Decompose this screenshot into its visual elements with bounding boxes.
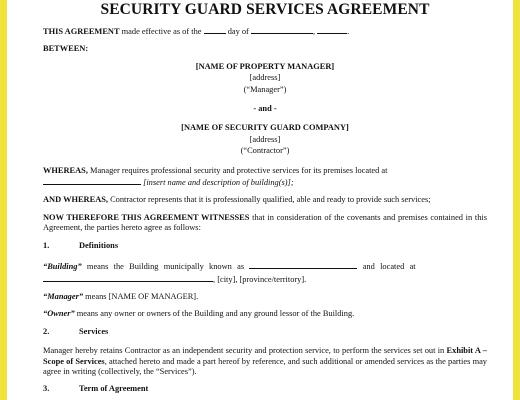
party2-address: [address]: [249, 134, 281, 144]
section-1-number: 1.: [43, 240, 50, 250]
day-blank[interactable]: [204, 25, 226, 34]
services-text-a: Manager hereby retains Contractor as an independent security and protection service, to perform the services set out in: [43, 346, 447, 356]
section-3-title: Term of Agreement: [79, 384, 149, 394]
agreement-document: [43, 0, 487, 400]
and-separator: - and -: [253, 104, 277, 114]
party1-address: [address]: [249, 73, 281, 83]
services-exhibit: Exhibit A – Scope of Services: [43, 346, 487, 366]
building-description-blank[interactable]: [43, 176, 141, 185]
building-text-c: , [city], [province/territory].: [213, 274, 307, 284]
whereas2-text: Contractor represents that it is professionally qualified, able and ready to provide such services;: [108, 195, 431, 205]
intro-text-a: made effective as of the: [119, 27, 204, 36]
whereas2-lead: AND WHEREAS,: [43, 195, 108, 205]
whereas1-lead: WHEREAS,: [43, 165, 88, 175]
page-frame: [7, 0, 513, 400]
manager-text: means [NAME OF MANAGER].: [83, 291, 199, 301]
services-paragraph: [43, 346, 487, 377]
services-text-b: , attached hereto and made a part hereof by reference, and such additional or amended services as the parties may agree in writing (collectively, the “Services”).: [43, 356, 487, 376]
definition-building: [43, 260, 487, 285]
section-1-title: Definitions: [79, 240, 119, 250]
between-label: BETWEEN:: [43, 44, 89, 54]
party2-alias: (“Contractor”): [240, 146, 290, 156]
building-text-b: and located at: [357, 262, 416, 272]
whereas1-text: Manager requires professional security and protective services for its premises located at: [87, 165, 388, 175]
now-therefore-text: that in consideration of the covenants and premises contained in this Agreement, the parties hereto agree as follows:: [43, 212, 487, 233]
party2-name: [NAME OF SECURITY GUARD COMPANY]: [181, 123, 349, 133]
building-text-a: means the Building municipally known as: [81, 262, 250, 272]
section-2-number: 2.: [43, 326, 50, 336]
manager-term: “Manager”: [43, 291, 84, 301]
month-blank[interactable]: [251, 25, 313, 34]
intro-text-c: ,: [312, 27, 318, 36]
intro-text-b: day of: [225, 27, 251, 36]
section-3-heading: [43, 384, 487, 394]
building-address-blank[interactable]: [43, 273, 213, 282]
now-therefore-paragraph: [43, 213, 487, 234]
intro-paragraph: THIS AGREEMENT made effective as of the day of , .: [43, 27, 350, 36]
now-therefore-lead: NOW THEREFORE THIS AGREEMENT WITNESSES: [43, 212, 250, 222]
whereas-paragraph-1: [43, 166, 487, 189]
year-blank[interactable]: [317, 25, 347, 34]
whereas1-insert: [insert name and description of building(s)];: [143, 178, 294, 188]
owner-text: means any owner or owners of the Building and any ground lessor of the Building.: [74, 309, 355, 319]
owner-term: “Owner”: [43, 309, 75, 319]
definition-owner: [43, 309, 487, 319]
section-2-title: Services: [79, 326, 109, 336]
section-2-heading: [43, 327, 487, 337]
intro-lead: THIS AGREEMENT: [43, 27, 120, 36]
whereas-paragraph-2: [43, 195, 487, 205]
section-1-heading: [43, 241, 487, 251]
party1-alias: (“Manager”): [243, 84, 287, 94]
building-term: “Building”: [43, 262, 82, 272]
party1-name: [NAME OF PROPERTY MANAGER]: [195, 61, 335, 71]
document-title: SECURITY GUARD SERVICES AGREEMENT: [100, 1, 430, 18]
definition-manager: [43, 292, 487, 302]
section-3-number: 3.: [43, 384, 50, 394]
building-name-blank[interactable]: [249, 260, 357, 269]
